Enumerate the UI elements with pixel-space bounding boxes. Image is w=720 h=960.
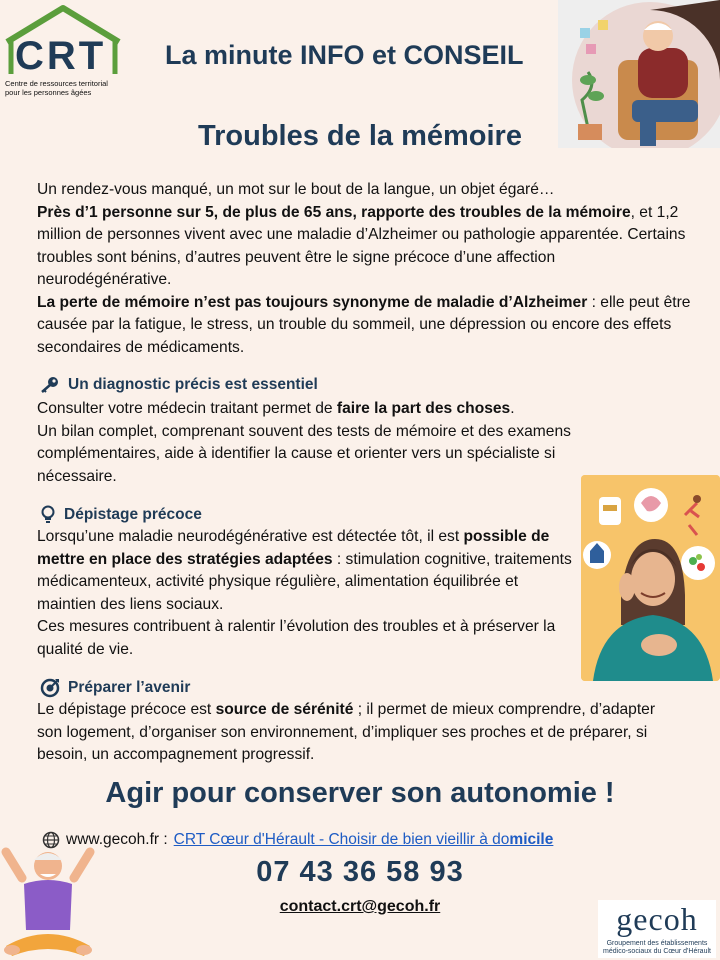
avenir-text-a: Le dépistage précoce est (37, 701, 216, 718)
intro-stat-bold: Près d’1 personne sur 5, de plus de 65 ans, rapporte des troubles de la mémoire (37, 203, 631, 221)
crt-logo-brand: CRT (15, 34, 107, 78)
email-link[interactable]: contact.crt@gecoh.fr (279, 898, 441, 915)
key-icon (40, 376, 60, 394)
crt-website-link-text: CRT Cœur d'Hérault - Choisir de bien vieillir à do (173, 831, 510, 848)
crt-website-link-bold: micile (509, 831, 554, 848)
section-avenir-text (37, 699, 677, 767)
gecoh-logo-line-2: médico-sociaux du Cœur d'Hérault (603, 948, 711, 955)
page-subtitle: Troubles de la mémoire (198, 120, 522, 152)
intro-paragraph-3 (37, 292, 693, 360)
target-icon (40, 678, 60, 698)
diagnostic-line-1-a: Consulter votre médecin traitant permet de (37, 400, 337, 417)
intro-stat-rest: , et 1,2 million de personnes vivent avec une maladie d’Alzheimer ou pathologie apparentée. Certains troubles sont bénins, d’autres peuvent être le signe précoce d’une affection neurodégénérative. (37, 203, 686, 288)
section-diagnostic-label: Un diagnostic précis est essentiel (68, 376, 318, 393)
avenir-text-b: ; il permet de mieux comprendre, d’adapter son logement, d’organiser son environnement, d’impliquer ses proches et de préparer, si besoin, un accompagnement progressif. (37, 701, 656, 763)
diagnostic-line-2: Un bilan complet, comprenant souvent des tests de mémoire et des examens complémentaires, aide à identifier la cause et orienter vers un spécialiste si nécessaire. (37, 422, 571, 485)
depistage-text-b: : stimulation cognitive, traitements médicamenteux, activité physique régulière, alimentation équilibrée et maintien des liens sociaux. (37, 550, 572, 613)
crt-logo-subtitle-2: pour les personnes âgées (5, 88, 92, 97)
section-diagnostic-text (37, 398, 637, 488)
meditating-man-illustration (0, 838, 96, 960)
depistage-paragraph-2: Ces mesures contribuent à ralentir l’évolution des troubles et à préserver la qualité de vie. (37, 618, 556, 658)
page-title: La minute INFO et CONSEIL (165, 40, 524, 70)
intro-alzheimer-rest: : elle peut être causée par la fatigue, le stress, un trouble du sommeil, une dépression ou encore des effets secondaires de médicaments. (37, 293, 691, 356)
depistage-text-bold: possible de mettre en place des stratégies adaptées (37, 528, 550, 568)
intro-line-1: Un rendez-vous manqué, un mot sur le bout de la langue, un objet égaré… (37, 181, 555, 198)
depistage-text-a: Lorsqu’une maladie neurodégénérative est détectée tôt, il est (37, 528, 464, 545)
intro-alzheimer-bold: La perte de mémoire n’est pas toujours synonyme de maladie d’Alzheimer (37, 293, 588, 311)
avenir-text-bold: source de sérénité (215, 701, 354, 718)
section-diagnostic-title (40, 376, 318, 394)
section-depistage-title (40, 505, 202, 525)
elderly-man-illustration (558, 0, 720, 148)
section-avenir-label: Préparer l’avenir (68, 679, 191, 696)
crt-logo-subtitle-1: Centre de ressources territorial (5, 79, 108, 88)
phone-number[interactable]: 07 43 36 58 93 (256, 856, 464, 888)
intro-paragraph-2 (37, 202, 693, 292)
gecoh-logo-brand: gecoh (616, 901, 698, 937)
website-url: www.gecoh.fr : (66, 831, 168, 848)
crt-logo (3, 4, 121, 96)
section-avenir-title (40, 678, 190, 698)
woman-illustration (581, 475, 720, 681)
section-depistage-label: Dépistage précoce (64, 506, 202, 523)
diagnostic-line-1-bold: faire la part des choses (336, 400, 511, 417)
section-depistage-text (37, 526, 575, 661)
diagnostic-line-1 (37, 398, 637, 421)
diagnostic-line-1-b: . (510, 400, 515, 417)
crt-website-link[interactable] (174, 831, 554, 849)
slogan: Agir pour conserver son autonomie ! (105, 777, 615, 809)
depistage-paragraph-1 (37, 526, 575, 616)
gecoh-logo-line-1: Groupement des établissements (606, 940, 708, 947)
intro-text (37, 179, 693, 359)
website-line (42, 831, 553, 849)
gecoh-logo (598, 900, 716, 958)
lightbulb-icon (40, 505, 56, 525)
